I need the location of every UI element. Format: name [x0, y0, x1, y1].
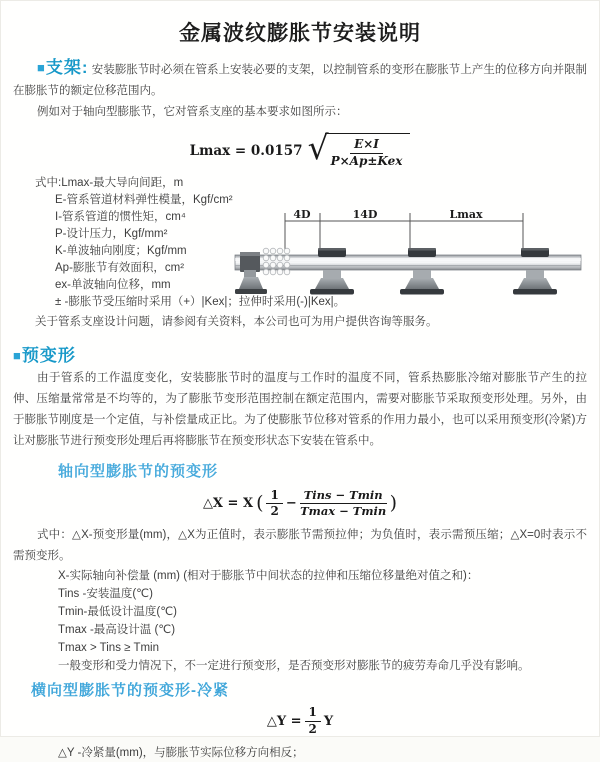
support-intro-text: 安装膨胀节时必须在管系上安装必要的支架，以控制管系的变形在膨胀节上产生的位移方向并限制在膨胀节的额定位移范围内。 — [13, 64, 587, 97]
definition-line: P-设计压力，Kgf/mm² — [55, 227, 168, 240]
pipe-support-diagram — [233, 205, 585, 305]
fraction-numerator: Tins − Tmin — [300, 489, 387, 504]
dimension-label-lmax: Lmax — [449, 207, 483, 221]
dimension-label-4d: 4D — [293, 207, 311, 221]
dimension-label-14d: 14D — [352, 207, 378, 221]
formula-rhs: Y — [323, 713, 334, 729]
axial-definition-lines — [13, 567, 587, 675]
square-bullet-icon: ■ — [37, 60, 45, 75]
fraction — [331, 138, 403, 169]
square-bullet-icon: ■ — [13, 347, 21, 363]
fraction-denominator: Tmax − Tmin — [300, 504, 387, 519]
axial-explain-paragraph: 式中：△X-预变形量(mm)，△X为正值时，表示膨胀节需预拉伸；为负值时，表示需预压缩；△X=0时表示不需预变形。 — [13, 529, 587, 563]
support-example-line: 例如对于轴向型膨胀节，它对管系支座的基本要求如图所示： — [37, 106, 348, 118]
radical-sign-icon: √ — [307, 128, 329, 167]
axial-line: Tmin-最低设计温度(℃) — [58, 606, 177, 619]
preform-heading-label: 预变形 — [21, 345, 76, 365]
axial-preform-formula — [13, 489, 587, 520]
page-title: 金属波纹膨胀节安装说明 — [179, 22, 421, 45]
definitions-lead: 式中:Lmax-最大导向间距，m — [35, 176, 184, 189]
definition-line: ± -膨胀节受压缩时采用（+）|Kex|；拉伸时采用(-)|Kex|。 — [55, 295, 346, 308]
support-heading-label: 支架: — [45, 58, 89, 77]
axial-subsection-heading: 轴向型膨胀节的预变形 — [58, 462, 219, 480]
temperature-fraction — [300, 489, 387, 518]
radicand — [325, 133, 411, 169]
axial-line: Tmax -最高设计温 (℃) — [58, 624, 176, 637]
square-root — [307, 128, 411, 169]
lateral-subsection-heading: 横向型膨胀节的预变形-冷紧 — [31, 682, 229, 700]
definition-line: E-管系管道材料弹性模量，Kgf/cm² — [55, 193, 233, 206]
axial-line: Tins -安装温度(℃) — [58, 588, 153, 601]
support-section-heading — [37, 58, 89, 77]
preform-body-paragraph: 由于管系的工作温度变化，安装膨胀节时的温度与工作时的温度不同，管系热膨胀冷缩对膨胀节产生的拉伸、压缩量常常是不均等的，为了膨胀节变形范围控制在额定范围内，需要对膨胀节采取预变形处理。另外，由于膨胀节刚度是一个定值，与补偿量成正比。为了使膨胀节位移对管系的作用力最小，也可以采用预变形(冷紧)方让对膨胀节进行预变形处理后再将膨胀节在预变形状态下安装在管系中。 — [13, 371, 587, 447]
definition-line: Ap-膨胀节有效面积，cm² — [55, 261, 185, 274]
fraction-one-half — [305, 706, 321, 737]
fraction-denominator: 2 — [308, 721, 317, 736]
fraction-numerator: 1 — [266, 489, 282, 505]
fraction-denominator: P×Ap±Kex — [330, 153, 403, 168]
lateral-preform-formula — [13, 706, 587, 737]
lmax-formula — [13, 128, 587, 169]
diagram-svg — [233, 205, 585, 305]
fraction-numerator: 1 — [305, 706, 321, 722]
preform-section-heading — [13, 341, 587, 366]
fraction-one-half — [266, 489, 282, 520]
formula-lhs: △Y = — [266, 713, 302, 729]
definition-line: ex-单波轴向位移，mm — [55, 278, 171, 291]
axial-line: 一般变形和受力情况下，不一定进行预变形，是否预变形对膨胀节的疲劳寿命几乎没有影响。 — [58, 660, 530, 673]
definitions-and-diagram — [13, 175, 587, 311]
dimension-lines — [285, 213, 523, 251]
close-paren: ) — [389, 491, 398, 514]
support-intro-paragraph — [13, 57, 587, 102]
support-note-line: 关于管系支座设计问题，请参阅有关资料，本公司也可为用户提供咨询等服务。 — [35, 315, 438, 328]
axial-line: Tmax > Tins ≥ Tmin — [58, 642, 159, 655]
fraction-denominator: 2 — [270, 504, 279, 519]
lateral-note-line: △Y -冷紧量(mm)，与膨胀节实际位移方向相反； — [58, 746, 304, 759]
minus-sign: − — [285, 496, 297, 512]
axial-line: X-实际轴向补偿量 (mm) (相对于膨胀节中间状态的拉伸和压缩位移量绝对值之和)： — [58, 570, 479, 583]
fraction-numerator: E×I — [350, 138, 383, 154]
definition-line: I-管系管道的惯性矩，cm⁴ — [55, 210, 186, 223]
definition-line: K-单波轴向刚度；Kgf/mm — [55, 244, 187, 257]
formula-lhs: △X = X — [202, 496, 254, 512]
formula-lhs: Lmax = 0.0157 — [189, 142, 303, 159]
open-paren: ( — [256, 491, 264, 514]
